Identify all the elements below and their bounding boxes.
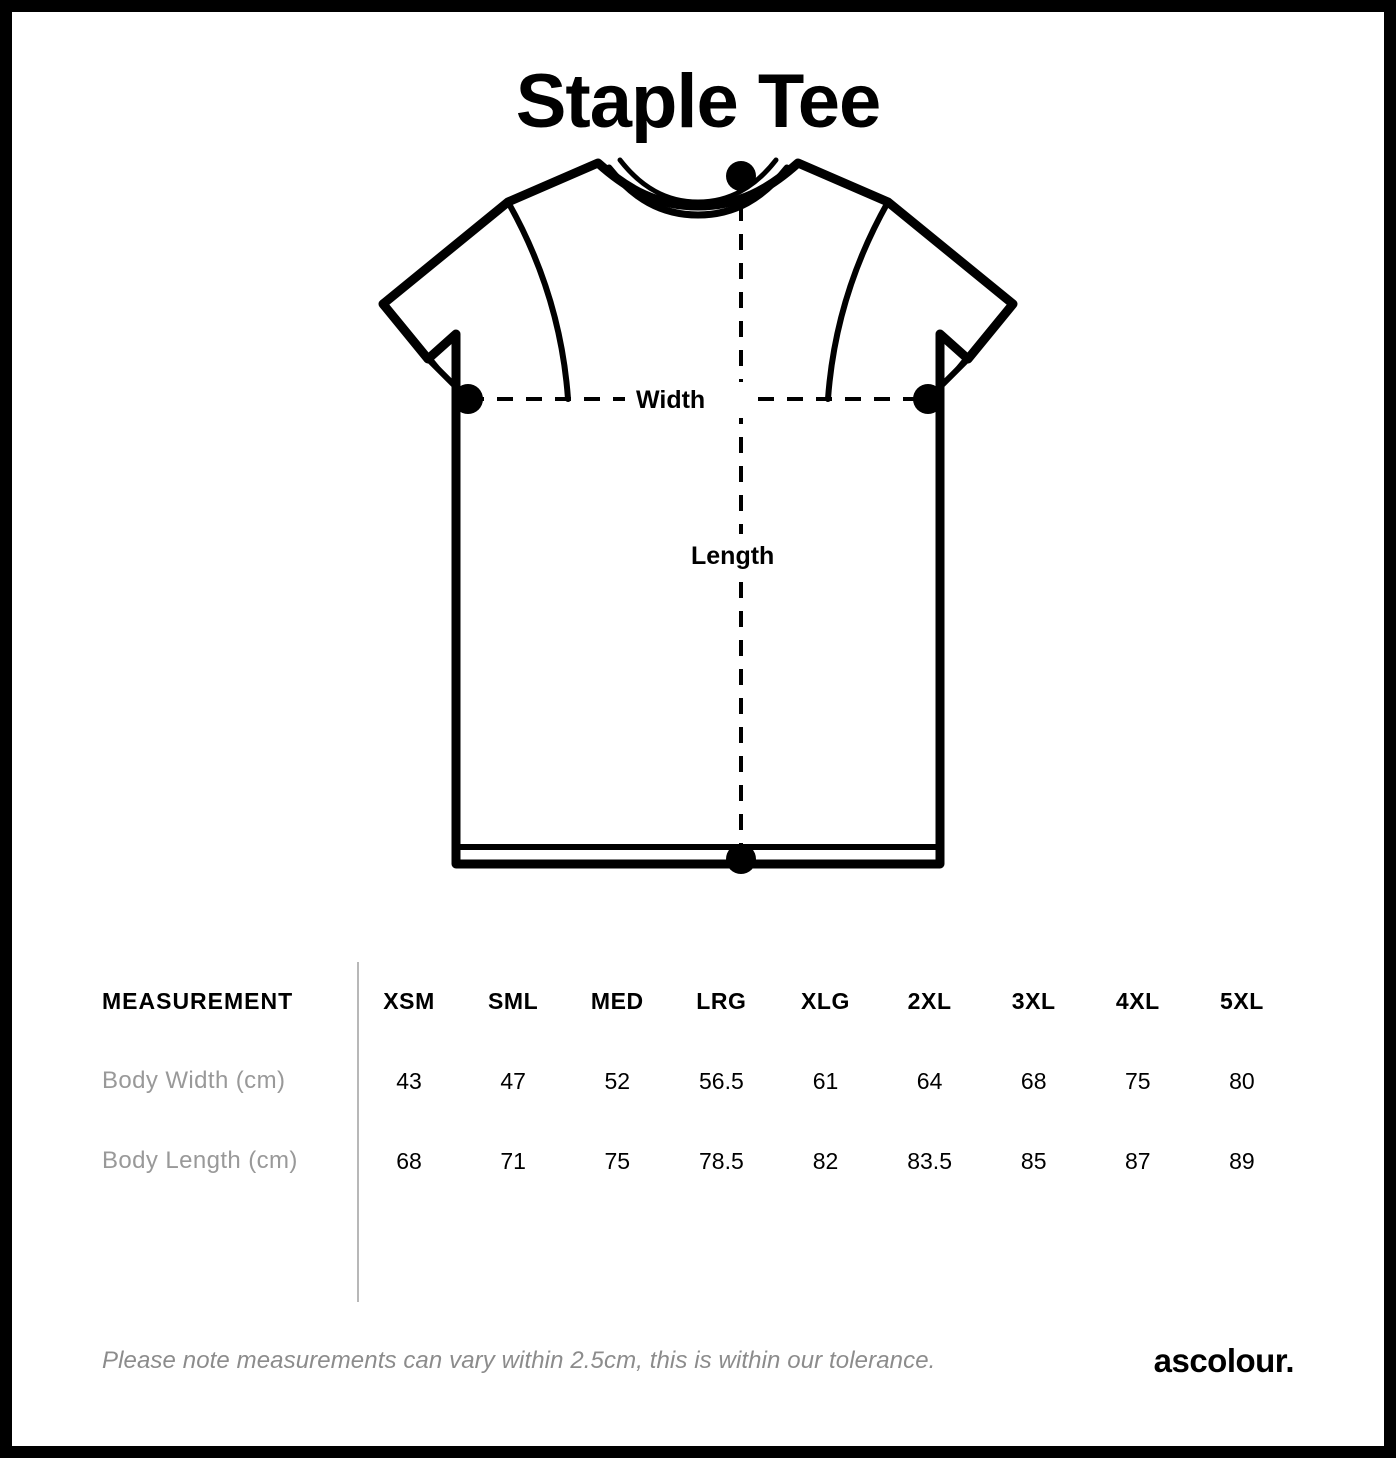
shirt-outline — [383, 163, 1013, 864]
measurement-table — [102, 962, 1294, 1201]
table-header-row — [102, 962, 1294, 1041]
cell-width-sml: 47 — [500, 1067, 526, 1094]
column-header-sml: SML — [487, 988, 539, 1014]
measurement-table-wrap — [12, 962, 1384, 1201]
footer — [102, 1342, 1294, 1380]
cell-width-xsm: 43 — [396, 1067, 422, 1094]
cell-width-5xl: 80 — [1229, 1067, 1255, 1094]
column-header-med: MED — [590, 988, 644, 1014]
length-label: Length — [691, 541, 775, 570]
tshirt-diagram — [12, 154, 1384, 914]
cell-width-4xl: 75 — [1125, 1067, 1151, 1094]
column-header-xsm: XSM — [383, 988, 435, 1014]
column-header-measurement: MEASUREMENT — [102, 988, 294, 1014]
left-sleeve-cuff — [396, 317, 441, 372]
length-point-top — [726, 161, 756, 191]
cell-length-sml: 71 — [500, 1147, 526, 1174]
row-label-body-width: Body Width (cm) — [102, 1067, 286, 1094]
cell-length-lrg: 78.5 — [699, 1147, 744, 1174]
table-row — [102, 1121, 1294, 1201]
cell-width-med: 52 — [604, 1067, 631, 1094]
column-header-xlg: XLG — [800, 988, 851, 1014]
left-shoulder-seam — [508, 202, 568, 399]
column-header-lrg: LRG — [696, 988, 747, 1014]
tshirt-illustration — [328, 154, 1068, 894]
cell-length-4xl: 87 — [1125, 1147, 1151, 1174]
column-header-3xl: 3XL — [1011, 988, 1056, 1014]
cell-length-xsm: 68 — [396, 1147, 422, 1174]
right-sleeve-cuff — [955, 317, 1000, 372]
width-label: Width — [636, 385, 706, 414]
length-point-bottom — [726, 844, 756, 874]
cell-length-2xl: 83.5 — [907, 1147, 952, 1174]
cell-length-med: 75 — [604, 1147, 631, 1174]
row-label-body-length: Body Length (cm) — [102, 1147, 298, 1174]
column-header-2xl: 2XL — [907, 988, 952, 1014]
cell-length-xlg: 82 — [812, 1147, 839, 1174]
measurement-points — [453, 161, 943, 874]
column-header-5xl: 5XL — [1219, 988, 1264, 1014]
table-divider — [357, 962, 359, 1302]
cell-width-lrg: 56.5 — [699, 1067, 744, 1094]
cell-width-3xl: 68 — [1020, 1067, 1047, 1094]
cell-length-3xl: 85 — [1020, 1147, 1047, 1174]
page-title: Staple Tee — [515, 59, 881, 144]
right-shoulder-seam — [828, 202, 888, 399]
tolerance-note: Please note measurements can vary within 2.5cm, this is within our tolerance. — [102, 1347, 936, 1374]
table-row — [102, 1041, 1294, 1121]
cell-width-xlg: 61 — [812, 1067, 839, 1094]
cell-width-2xl: 64 — [916, 1067, 943, 1094]
width-point-right — [913, 384, 943, 414]
brand-logo: ascolour. — [1153, 1342, 1294, 1379]
column-header-4xl: 4XL — [1115, 988, 1160, 1014]
width-point-left — [453, 384, 483, 414]
cell-length-5xl: 89 — [1229, 1147, 1255, 1174]
